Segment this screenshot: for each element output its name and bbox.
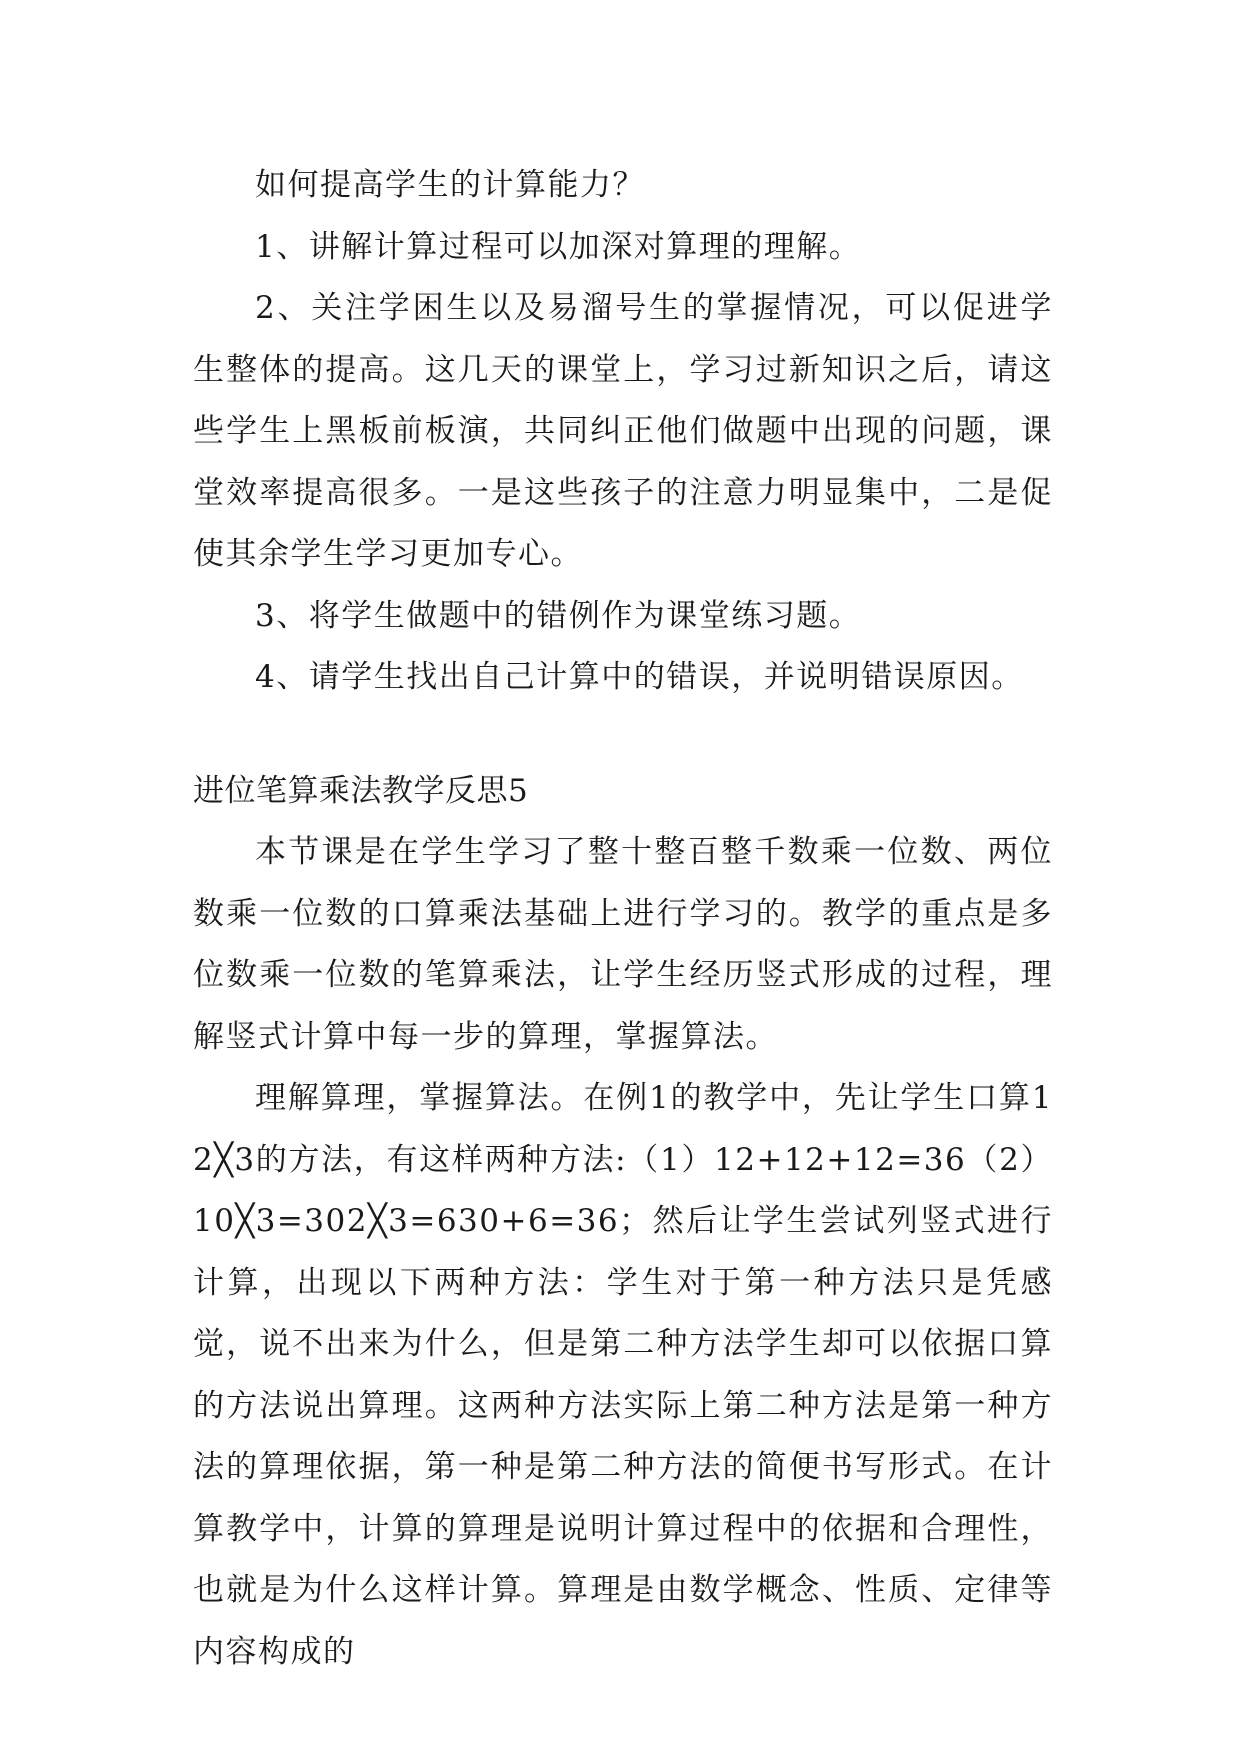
- list-item-2: 2、关注学困生以及易溜号生的掌握情况，可以促进学生整体的提高。这几天的课堂上，学习过新知识之后，请这些学生上黑板前板演，共同纠正他们做题中出现的问题，课堂效率提高很多。一是这些孩子的注意力明显集中，二是促使其余学生学习更加专心。: [193, 290, 1053, 572]
- section2-heading: 进位笔算乘法教学反思5: [193, 772, 529, 809]
- document-page: [193, 155, 1053, 1683]
- section1-title: 如何提高学生的计算能力？: [255, 167, 645, 203]
- list-item-4: 4、请学生找出自己计算中的错误，并说明错误原因。: [255, 659, 1024, 695]
- list-item-3: 3、将学生做题中的错例作为课堂练习题。: [255, 597, 862, 634]
- list-item-1: 1、讲解计算过程可以加深对算理的理解。: [255, 228, 862, 265]
- paragraph-1: 本节课是在学生学习了整十整百整千数乘一位数、两位数乘一位数的口算乘法基础上进行学习的。教学的重点是多位数乘一位数的笔算乘法，让学生经历竖式形成的过程，理解竖式计算中每一步的算理，掌握算法。: [193, 834, 1053, 1055]
- paragraph-2: 理解算理，掌握算法。在例1的教学中，先让学生口算12╳3的方法，有这样两种方法:（1）12+12+12=36（2）10╳3=302╳3=630+6=36；然后让学生尝试列竖式进行计算，出现以下两种方法：学生对于第一种方法只是凭感觉，说不出来为什么，但是第二种方法学生却可以依据口算的方法说出算理。这两种方法实际上第二种方法是第一种方法的算理依据，第一种是第二种方法的简便书写形式。在计算教学中，计算的算理是说明计算过程中的依据和合理性，也就是为什么这样计算。算理是由数学概念、性质、定律等内容构成的: [193, 1080, 1053, 1670]
